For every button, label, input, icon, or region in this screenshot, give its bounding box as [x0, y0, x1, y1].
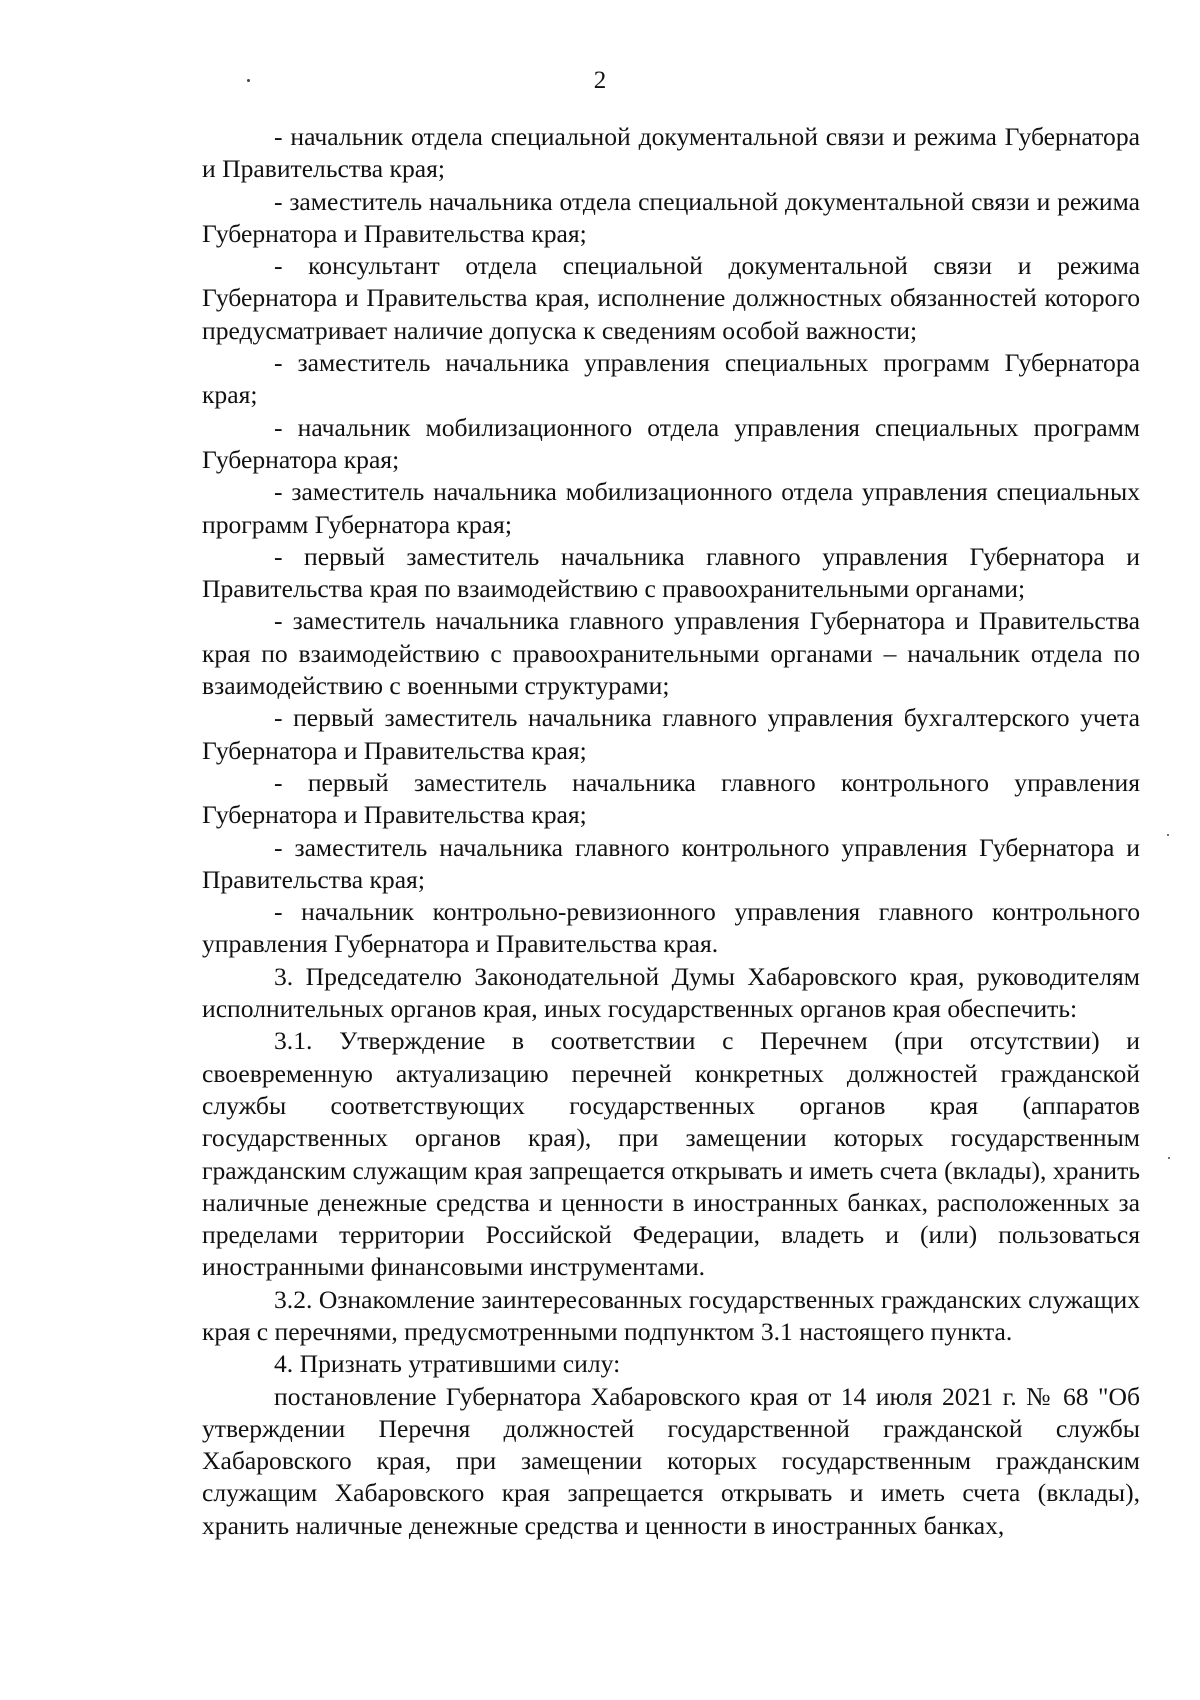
- list-item-consultant-special-communications: - консультант отдела специальной документальной связи и режима Губернатора и Правительства края, исполнение должностных обязанностей которого предусматривает наличие допуска к сведениям особой важности;: [202, 251, 1140, 345]
- list-item-first-deputy-law-enforcement: - первый заместитель начальника главного управления Губернатора и Правительства края по взаимодействию с правоохранительными органами;: [202, 541, 1140, 604]
- list-item-head-mobilization-department: - начальник мобилизационного отдела управления специальных программ Губернатора края;: [202, 412, 1140, 474]
- list-item-first-deputy-control: - первый заместитель начальника главного контрольного управления Губернатора и Правительства края;: [202, 767, 1140, 830]
- list-item-first-deputy-accounting: - первый заместитель начальника главного управления бухгалтерского учета Губернатора и Правительства края;: [202, 703, 1140, 765]
- list-item-head-special-communications: - начальник отдела специальной документальной связи и режима Губернатора и Правительства края;: [202, 122, 1140, 184]
- scan-speck: [1167, 834, 1169, 836]
- list-item-head-audit: - начальник контрольно-ревизионного управления главного контрольного управления Губернатора и Правительства края.: [202, 897, 1140, 959]
- scan-speck: [1168, 1157, 1170, 1159]
- list-item-deputy-control: - заместитель начальника главного контрольного управления Губернатора и Правительства края;: [202, 832, 1140, 894]
- document-body: [202, 121, 1140, 1542]
- list-item-deputy-head-mobilization-department: - заместитель начальника мобилизационного отдела управления специальных программ Губернатора края;: [202, 477, 1140, 539]
- clause-4: 4. Признать утратившими силу:: [274, 1349, 621, 1379]
- clause-4-resolution: постановление Губернатора Хабаровского края от 14 июля 2021 г. № 68 "Об утверждении Перечня должностей государственной гражданской службы Хабаровского края, при замещении которых государственным гражданским служащим Хабаровского края запрещается открывать и иметь счета (вклады), хранить наличные денежные средства и ценности в иностранных банках,: [202, 1381, 1140, 1540]
- page-number: 2: [593, 67, 607, 94]
- list-item-deputy-law-enforcement: - заместитель начальника главного управления Губернатора и Правительства края по взаимодействию с правоохранительными органами – начальник отдела по взаимодействию с военными структурами;: [202, 606, 1140, 701]
- list-item-deputy-head-special-programs: - заместитель начальника управления специальных программ Губернатора края;: [202, 348, 1140, 410]
- clause-3: 3. Председателю Законодательной Думы Хабаровского края, руководителям исполнительных органов края, иных государственных органов края обеспечить:: [202, 961, 1140, 1024]
- clause-3-1: 3.1. Утверждение в соответствии с Перечнем (при отсутствии) и своевременную актуализацию перечней конкретных должностей гражданской службы соответствующих государственных органов края (аппаратов государственных органов края), при замещении которых государственным гражданским служащим края запрещается открывать и иметь счета (вклады), хранить наличные денежные средства и ценности в иностранных банках, расположенных за пределами территории Российской Федерации, владеть и (или) пользоваться иностранными финансовыми инструментами.: [202, 1026, 1140, 1282]
- list-item-deputy-head-special-communications: - заместитель начальника отдела специальной документальной связи и режима Губернатора и Правительства края;: [202, 186, 1140, 248]
- clause-3-2: 3.2. Ознакомление заинтересованных государственных гражданских служащих края с перечнями, предусмотренными подпунктом 3.1 настоящего пункта.: [202, 1284, 1140, 1346]
